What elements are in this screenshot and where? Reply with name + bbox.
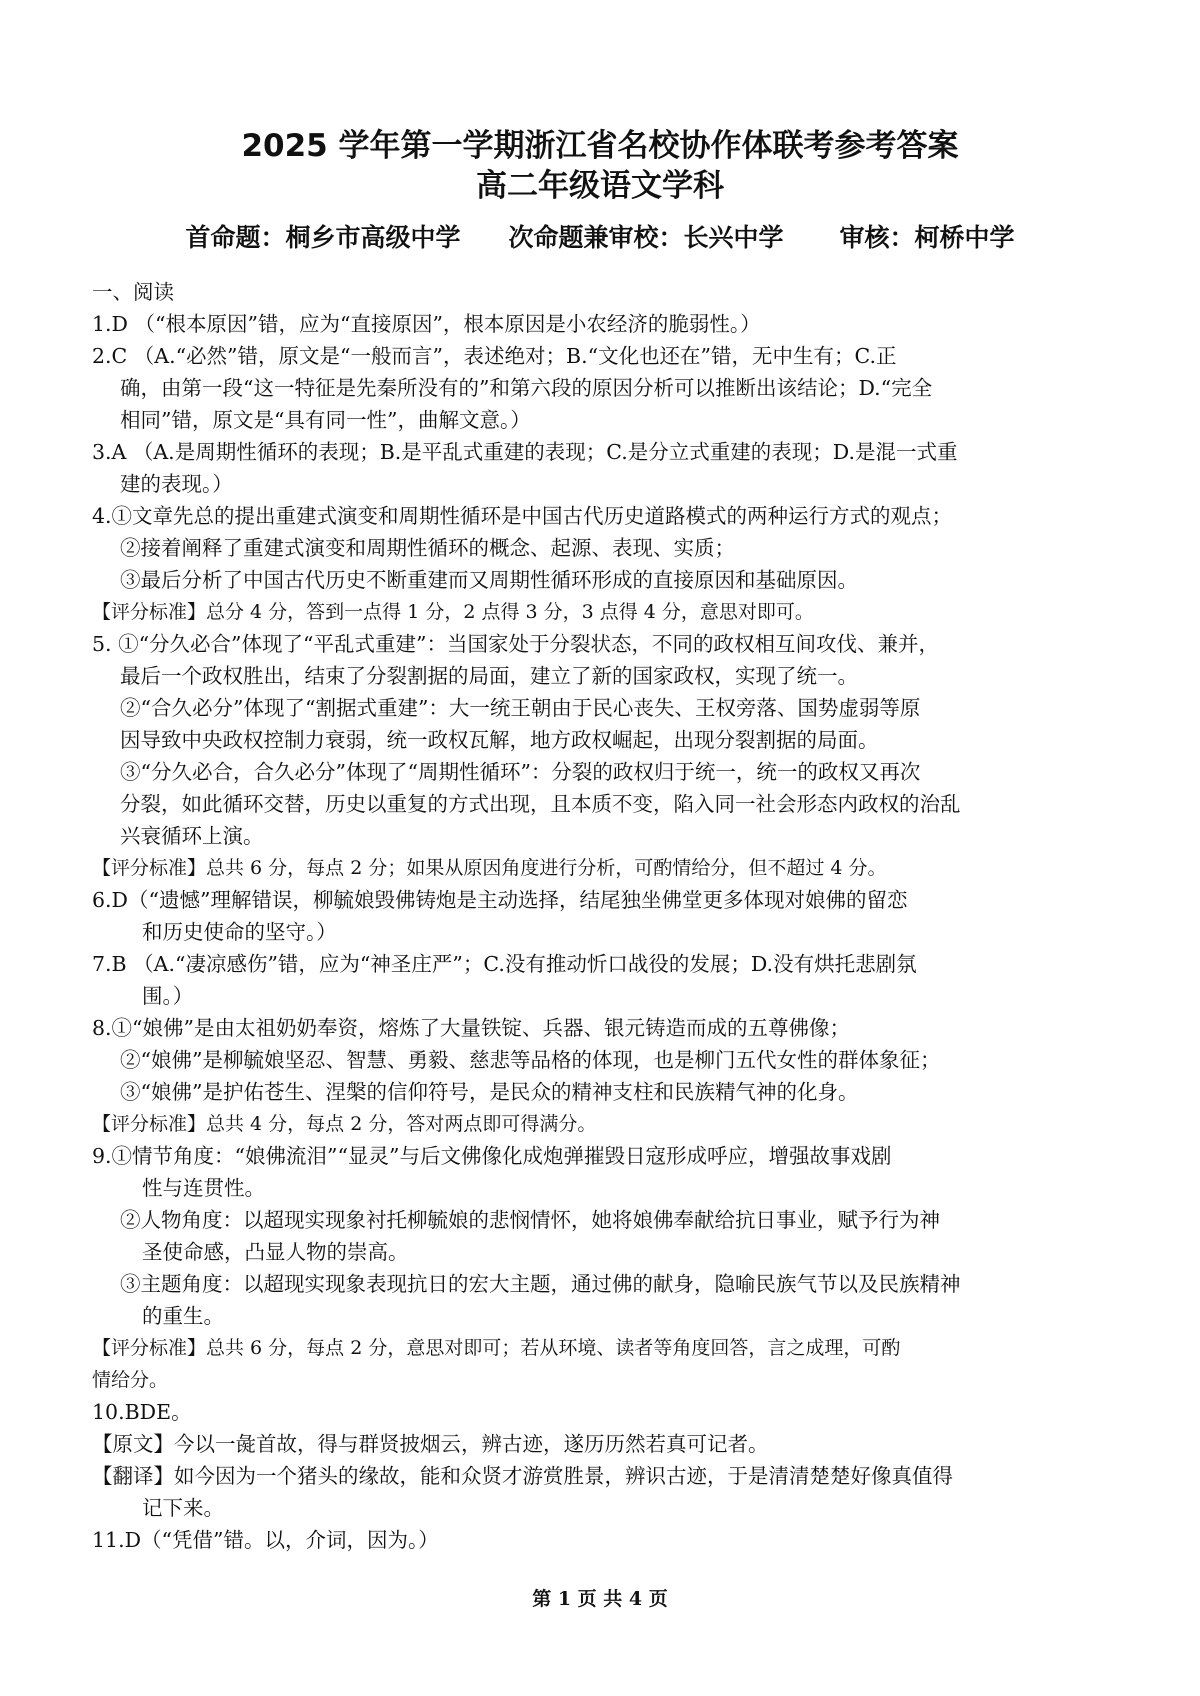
- answer-line: 最后一个政权胜出，结束了分裂割据的局面，建立了新的国家政权，实现了统一。: [120, 664, 858, 688]
- answer-line: ②接着阐释了重建式演变和周期性循环的概念、起源、表现、实质；: [120, 536, 735, 560]
- answer-line: 相同”错，原文是“具有同一性”，曲解文意。）: [120, 408, 531, 432]
- answer-line: 2.C （A.“必然”错，原文是“一般而言”，表述绝对；B.“文化也还在”错，无中生有；C.正: [92, 344, 897, 368]
- scoring-rubric: 【评分标准】总分 4 分，答到一点得 1 分，2 点得 3 分，3 点得 4 分，意思对即可。: [92, 601, 814, 623]
- page-number: 第 1 页 共 4 页: [532, 1588, 668, 1610]
- answer-line: 6.D（“遗憾”理解错误，柳毓娘毁佛铸炮是主动选择，结尾独坐佛堂更多体现对娘佛的留恋: [92, 888, 908, 912]
- credit-second: 次命题兼审校：长兴中学: [508, 223, 784, 252]
- answer-line: 11.D（“凭借”错。以，介词，因为。）: [92, 1528, 439, 1552]
- answer-line: 分裂，如此循环交替，历史以重复的方式出现，且本质不变，陷入同一社会形态内政权的治乱: [120, 792, 961, 816]
- answer-line: 8.①“娘佛”是由太祖奶奶奉资，熔炼了大量铁锭、兵器、银元铸造而成的五尊佛像；: [92, 1016, 851, 1040]
- authors-line: [0, 218, 1200, 254]
- scoring-rubric: 【评分标准】总共 6 分，每点 2 分；如果从原因角度进行分析，可酌情给分，但不超过 4 分。: [92, 857, 887, 879]
- answer-line: ③最后分析了中国古代历史不断重建而又周期性循环形成的直接原因和基础原因。: [120, 568, 858, 592]
- answer-line: 4.①文章先总的提出重建式演变和周期性循环是中国古代历史道路模式的两种运行方式的观点；: [92, 504, 953, 528]
- answer-line: ③“娘佛”是护佑苍生、涅槃的信仰符号，是民众的精神支柱和民族精气神的化身。: [120, 1080, 859, 1104]
- answer-line: ③主题角度：以超现实现象表现抗日的宏大主题，通过佛的献身，隐喻民族气节以及民族精神: [120, 1272, 961, 1296]
- answer-line: 9.①情节角度：“娘佛流泪”“显灵”与后文佛像化成炮弹摧毁日寇形成呼应，增强故事戏剧: [92, 1144, 892, 1168]
- answer-line: 的重生。: [142, 1304, 224, 1328]
- credit-review: 审核：柯桥中学: [839, 223, 1015, 252]
- answer-line: ②“娘佛”是柳毓娘坚忍、智慧、勇毅、慈悲等品格的体现，也是柳门五代女性的群体象征；: [120, 1048, 941, 1072]
- answer-line: 和历史使命的坚守。）: [142, 920, 337, 944]
- scoring-rubric: 【评分标准】总共 4 分，每点 2 分，答对两点即可得满分。: [92, 1113, 597, 1135]
- section-heading: 一、阅读: [92, 280, 174, 304]
- answer-line: 确，由第一段“这一特征是先秦所没有的”和第六段的原因分析可以推断出该结论；D.“完全: [120, 376, 933, 400]
- answer-line: 围。）: [142, 984, 194, 1008]
- translation-line: 记下来。: [142, 1496, 224, 1520]
- page-subtitle: 高二年级语文学科: [476, 168, 724, 204]
- answer-line: 性与连贯性。: [142, 1176, 265, 1200]
- translation-line: 【翻译】如今因为一个猪头的缘故，能和众贤才游赏胜景，辨识古迹，于是清清楚楚好像真值得: [92, 1464, 953, 1488]
- answer-line: 10.BDE。: [92, 1400, 192, 1424]
- scoring-rubric: 情给分。: [92, 1369, 169, 1391]
- answer-line: 7.B （A.“凄凉感伤”错，应为“神圣庄严”；C.没有推动忻口战役的发展；D.没有烘托悲剧氛: [92, 952, 917, 976]
- answer-line: 建的表现。）: [120, 472, 233, 496]
- answer-body: [92, 276, 1108, 1556]
- answer-line: 5. ①“分久必合”体现了“平乱式重建”：当国家处于分裂状态，不同的政权相互间攻伐、兼并，: [92, 632, 939, 656]
- answer-line: 因导致中央政权控制力衰弱，统一政权瓦解，地方政权崛起，出现分裂割据的局面。: [120, 728, 879, 752]
- answer-line: 3.A （A.是周期性循环的表现；B.是平乱式重建的表现；C.是分立式重建的表现；D.是混一式重: [92, 440, 958, 464]
- credit-first: 首命题：桐乡市高级中学: [185, 223, 461, 252]
- scoring-rubric: 【评分标准】总共 6 分，每点 2 分，意思对即可；若从环境、读者等角度回答，言之成理，可酌: [92, 1337, 901, 1359]
- answer-line: ②人物角度：以超现实现象衬托柳毓娘的悲悯情怀，她将娘佛奉献给抗日事业，赋予行为神: [120, 1208, 940, 1232]
- answer-line: 1.D （“根本原因”错，应为“直接原因”，根本原因是小农经济的脆弱性。）: [92, 312, 761, 336]
- answer-line: 圣使命感，凸显人物的崇高。: [142, 1240, 409, 1264]
- answer-line: 兴衰循环上演。: [120, 824, 264, 848]
- answer-line: ②“合久必分”体现了“割据式重建”：大一统王朝由于民心丧失、王权旁落、国势虚弱等原: [120, 696, 921, 720]
- page-title: 2025 学年第一学期浙江省名校协作体联考参考答案: [241, 128, 959, 164]
- answer-line: ③“分久必合，合久必分”体现了“周期性循环”：分裂的政权归于统一，统一的政权又再次: [120, 760, 921, 784]
- original-text-line: 【原文】今以一彘首故，得与群贤披烟云，辨古迹，遂历历然若真可记者。: [92, 1432, 769, 1456]
